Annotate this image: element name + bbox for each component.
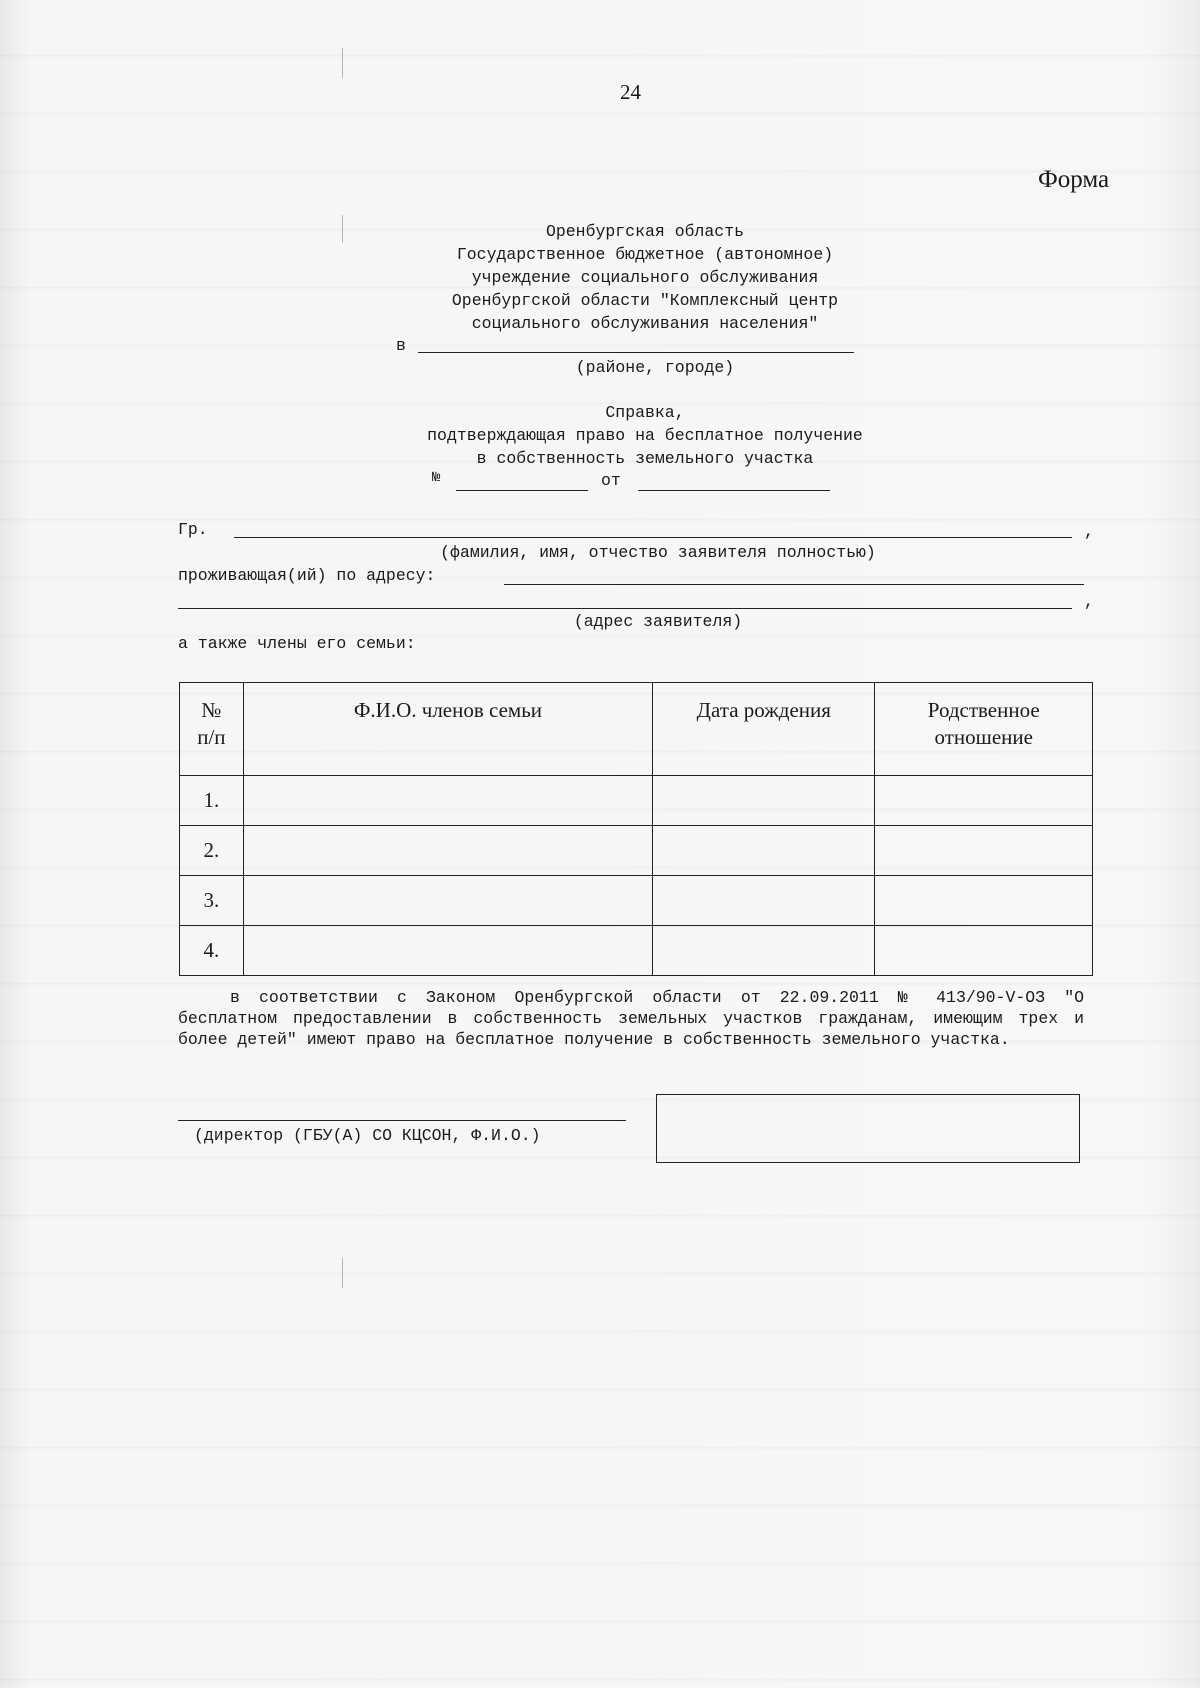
address-field-line1[interactable]: [504, 584, 1084, 585]
applicant-name-field[interactable]: [234, 537, 1072, 538]
form-label: Форма: [1038, 166, 1110, 193]
header-line: Оренбургская область: [545, 222, 745, 241]
document-title-line: в собственность земельного участка: [476, 449, 814, 468]
row-number: 1.: [180, 776, 244, 826]
row-number: 4.: [180, 926, 244, 976]
row-number: 3.: [180, 876, 244, 926]
full-name-cell[interactable]: [243, 826, 652, 876]
full-name-cell[interactable]: [243, 876, 652, 926]
column-header-full-name: Ф.И.О. членов семьи: [243, 683, 652, 776]
header-line: Государственное бюджетное (автономное): [456, 245, 834, 264]
name-caption: (фамилия, имя, отчество заявителя полностью): [440, 543, 876, 562]
table-row: [180, 826, 1093, 876]
relationship-cell[interactable]: [875, 776, 1093, 826]
column-header-number: № п/п: [180, 683, 244, 776]
document-title: Справка,: [605, 403, 685, 422]
district-caption: (районе, городе): [575, 358, 735, 377]
birth-date-cell[interactable]: [653, 876, 875, 926]
address-caption: (адрес заявителя): [573, 612, 743, 631]
scan-mark: [342, 1258, 343, 1288]
column-header-birth-date: Дата рождения: [653, 683, 875, 776]
signature-caption: (директор (ГБУ(А) СО КЦСОН, Ф.И.О.): [194, 1126, 541, 1145]
document-title-line: подтверждающая право на бесплатное получение: [427, 426, 863, 445]
header-line: учреждение социального обслуживания: [471, 268, 819, 287]
relationship-cell[interactable]: [875, 876, 1093, 926]
full-name-cell[interactable]: [243, 926, 652, 976]
header-line: Оренбургской области "Комплексный центр: [451, 291, 839, 310]
certificate-date-field[interactable]: [638, 490, 830, 491]
certificate-number-field[interactable]: [456, 490, 588, 491]
signature-line[interactable]: [178, 1120, 626, 1121]
family-label: а также члены его семьи:: [178, 634, 416, 653]
table-row: [180, 776, 1093, 826]
column-header-relationship: Родственное отношение: [875, 683, 1093, 776]
number-sign: №: [432, 470, 441, 486]
date-from-label: от: [601, 471, 621, 490]
district-prefix: в: [396, 336, 406, 355]
birth-date-cell[interactable]: [653, 826, 875, 876]
relationship-cell[interactable]: [875, 926, 1093, 976]
birth-date-cell[interactable]: [653, 776, 875, 826]
table-row: [180, 876, 1093, 926]
scan-mark: [342, 48, 343, 78]
citizen-label: Гр.: [178, 520, 208, 539]
family-members-table: [179, 682, 1093, 976]
legal-basis-text: в соответствии с Законом Оренбургской области от 22.09.2011 № 413/90-V-ОЗ "О бесплатном предоставлении в собственность земельных участков гражданам, имеющим трех и более детей" имеют право на бесплатное получение в собственность земельного участка.: [178, 988, 1084, 1049]
stamp-box: [656, 1094, 1080, 1163]
relationship-cell[interactable]: [875, 826, 1093, 876]
row-number: 2.: [180, 826, 244, 876]
table-header-row: [180, 683, 1093, 776]
address-field-line2[interactable]: [178, 608, 1072, 609]
full-name-cell[interactable]: [243, 776, 652, 826]
comma: ,: [1084, 522, 1094, 541]
page-number: 24: [620, 80, 641, 104]
comma: ,: [1084, 592, 1094, 611]
header-line: социального обслуживания населения": [471, 314, 819, 333]
district-field[interactable]: [418, 352, 854, 353]
address-label: проживающая(ий) по адресу:: [178, 566, 436, 585]
table-row: [180, 926, 1093, 976]
birth-date-cell[interactable]: [653, 926, 875, 976]
